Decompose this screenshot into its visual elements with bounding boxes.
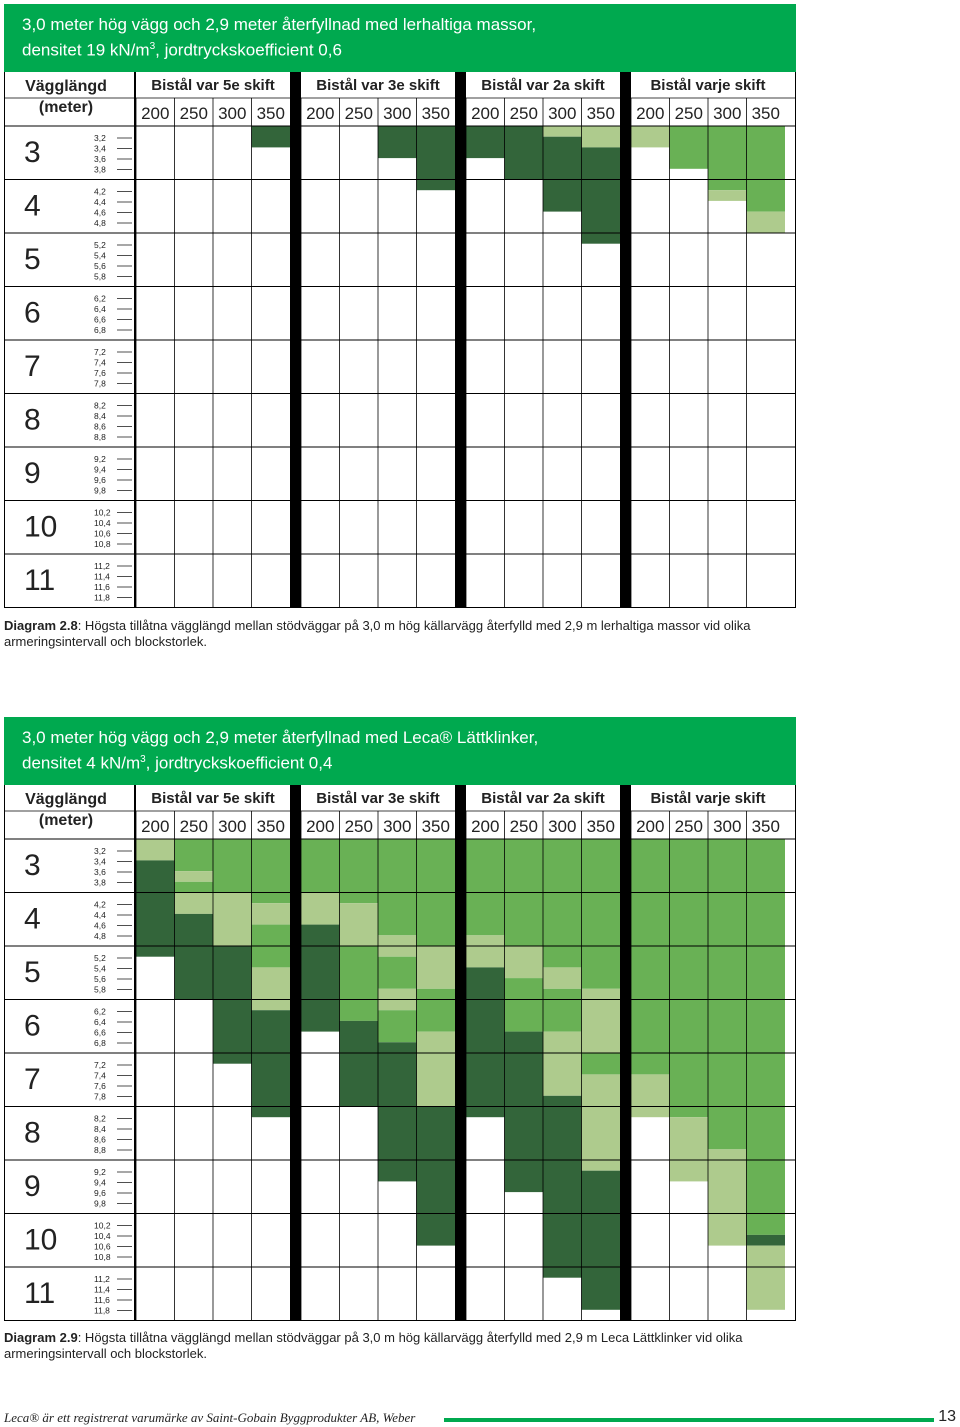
bar-segment-col3-0 (252, 839, 291, 903)
bar-segment-col0-1 (136, 860, 175, 956)
bar-segment-col14-0 (708, 839, 747, 1149)
diagram-2-8-chart (4, 72, 796, 612)
sub-tick-label: 11,4 (94, 571, 110, 582)
bar-segment-col15-1 (747, 212, 786, 233)
block-size-label: 250 (344, 817, 373, 836)
sub-tick-label: 4,2 (94, 186, 106, 197)
wall-length-label-10: 10 (24, 510, 58, 544)
bar-segment-col10-4 (543, 1096, 582, 1278)
bar-segment-col11-1 (582, 989, 621, 1053)
block-size-label: 200 (306, 104, 335, 123)
bar-segment-col4-2 (301, 925, 340, 1032)
block-size-label: 350 (751, 104, 780, 123)
block-size-label: 250 (179, 104, 208, 123)
block-size-label: 300 (383, 817, 412, 836)
sub-tick-label: 7,4 (94, 357, 106, 368)
bar-segment-col6-2 (378, 957, 417, 989)
row-header-line1: Vägglängd (25, 791, 107, 808)
sub-tick-label: 6,2 (94, 1006, 106, 1017)
bar-segment-col10-1 (543, 967, 582, 988)
block-size-label: 200 (471, 817, 500, 836)
wall-length-label-4: 4 (24, 189, 41, 223)
sub-tick-label: 10,2 (94, 1220, 111, 1231)
footer-rule (444, 1418, 934, 1422)
sub-tick-label: 5,2 (94, 953, 106, 963)
bar-segment-col10-2 (543, 989, 582, 1032)
bar-segment-col12-0 (631, 839, 670, 1074)
bar-segment-col5-3 (340, 1021, 379, 1107)
sub-tick-label: 8,2 (94, 1113, 106, 1124)
sub-tick-label: 7,2 (94, 347, 106, 357)
bar-segment-col5-2 (340, 946, 379, 1021)
wall-length-label-11: 11 (24, 1277, 56, 1310)
block-size-label: 250 (509, 817, 538, 836)
sub-tick-label: 3,8 (94, 877, 106, 888)
sub-tick-label: 9,6 (94, 1188, 106, 1198)
diagram-2-8-title-line2: densitet 19 $kN/m^3$, jordtryckskoefficient 0,6 (22, 40, 342, 60)
sub-tick-label: 9,8 (94, 485, 106, 496)
page-footer (4, 1410, 960, 1427)
sub-tick-label: 9,6 (94, 475, 106, 485)
diagram-2-9-banner (4, 717, 796, 785)
bar-segment-col4-1 (301, 893, 340, 925)
sub-tick-label: 7,6 (94, 1081, 106, 1091)
block-size-label: 300 (548, 817, 577, 836)
bar-segment-col8-0 (466, 126, 505, 158)
sub-tick-label: 10,6 (94, 528, 111, 539)
block-size-label: 300 (218, 104, 247, 123)
sub-tick-label: 9,8 (94, 1198, 106, 1209)
group-separator (620, 785, 631, 1321)
sub-tick-label: 11,2 (94, 1274, 110, 1284)
group-header-0: Bistål var 5e skift (151, 790, 275, 807)
diagram-2-9-caption (4, 1330, 796, 1362)
sub-tick-label: 11,8 (94, 1305, 110, 1316)
sub-tick-label: 10,8 (94, 1252, 111, 1262)
bar-segment-col11-0 (582, 839, 621, 989)
axis-separator (134, 72, 136, 608)
sub-tick-label: 4,2 (94, 899, 106, 910)
bar-segment-col8-0 (466, 839, 505, 935)
bar-segment-col4-0 (301, 839, 340, 893)
diagram-2-8-caption (4, 618, 796, 650)
bar-segment-col6-4 (378, 1010, 417, 1042)
block-size-label: 200 (306, 817, 335, 836)
wall-length-label-9: 9 (24, 457, 41, 490)
wall-length-label-8: 8 (24, 403, 41, 437)
sub-tick-label: 3,2 (94, 133, 106, 143)
bar-segment-col11-4 (582, 1171, 621, 1310)
bar-segment-col1-0 (175, 839, 214, 871)
sub-tick-label: 11,6 (94, 582, 110, 592)
bar-segment-col12-1 (631, 1074, 670, 1117)
bar-segment-col2-2 (213, 946, 252, 1064)
group-separator (620, 72, 631, 608)
block-size-label: 200 (636, 104, 665, 123)
sub-tick-label: 9,4 (94, 464, 106, 475)
bar-segment-col10-3 (543, 1032, 582, 1096)
bar-segment-col14-1 (708, 1149, 747, 1245)
bar-segment-col15-2 (747, 1246, 786, 1310)
sub-tick-label: 10,4 (94, 518, 111, 528)
sub-tick-label: 5,4 (94, 963, 106, 974)
group-header-2: Bistål var 2a skift (481, 77, 605, 94)
sub-tick-label: 3,6 (94, 154, 106, 164)
block-size-label: 200 (141, 817, 170, 836)
sub-tick-label: 7,2 (94, 1060, 106, 1070)
group-separator (290, 785, 301, 1321)
sub-tick-label: 6,2 (94, 293, 106, 304)
bar-segment-col5-0 (340, 839, 379, 903)
footer-trademark-note: Leca® är ett registrerat varumärke av Saint-Gobain Byggprodukter AB, Weber (4, 1410, 416, 1425)
sub-tick-label: 8,2 (94, 400, 106, 411)
wall-length-label-9: 9 (24, 1170, 41, 1203)
sub-tick-label: 6,6 (94, 1027, 106, 1038)
group-header-1: Bistål var 3e skift (316, 790, 440, 807)
group-header-0: Bistål var 5e skift (151, 77, 275, 94)
bar-segment-col9-1 (505, 946, 544, 978)
bar-segment-col1-2 (175, 882, 214, 893)
sub-tick-label: 4,4 (94, 197, 106, 207)
bar-segment-col2-1 (213, 893, 252, 947)
block-size-label: 300 (383, 104, 412, 123)
block-size-label: 200 (471, 104, 500, 123)
sub-tick-label: 5,2 (94, 240, 106, 250)
bar-segment-col15-0 (747, 839, 786, 1235)
diagram-2-9-chart (4, 785, 796, 1325)
sub-tick-label: 11,6 (94, 1295, 110, 1305)
bar-segment-col7-4 (417, 1107, 456, 1246)
wall-length-label-10: 10 (24, 1223, 58, 1257)
bar-segment-col3-4 (252, 1010, 291, 1117)
diagram-2-9-title-line2: densitet 4 $kN/m^3$, jordtryckskoefficient 0,4 (22, 753, 333, 773)
bar-segment-col1-3 (175, 893, 214, 914)
sub-tick-label: 6,6 (94, 314, 106, 325)
bar-segment-col11-0 (582, 126, 621, 147)
bar-segment-col14-0 (708, 126, 747, 190)
sub-tick-label: 10,6 (94, 1241, 111, 1252)
diagram-2-8-caption-text: : Högsta tillåtna vägglängd mellan stödväggar på 3,0 m hög källarvägg återfylld med 2,9 m lerhaltiga massor vid olika armeringsintervall och blockstorlek. (4, 618, 751, 649)
bar-segment-col9-0 (505, 126, 544, 180)
block-size-label: 350 (421, 104, 450, 123)
sub-tick-label: 5,6 (94, 261, 106, 271)
bar-segment-col3-3 (252, 967, 291, 1010)
sub-tick-label: 7,8 (94, 378, 106, 389)
row-header-line2: (meter) (38, 812, 94, 829)
sub-tick-label: 6,8 (94, 1038, 106, 1048)
diagram-2-9-title-line1: 3,0 meter hög vägg och 2,9 meter återfyllnad med Leca® Lättklinker, (22, 728, 539, 747)
sub-tick-label: 7,8 (94, 1091, 106, 1102)
page-number: 13 (938, 1408, 956, 1425)
sub-tick-label: 11,8 (94, 592, 110, 603)
bar-segment-col9-3 (505, 1032, 544, 1193)
bar-segment-col15-0 (747, 126, 786, 212)
sub-tick-label: 4,8 (94, 218, 106, 228)
sub-tick-label: 4,6 (94, 920, 106, 931)
bar-segment-col1-4 (175, 914, 214, 1000)
wall-length-label-5: 5 (24, 243, 41, 276)
bar-segment-col7-0 (417, 126, 456, 190)
bar-segment-col10-1 (543, 137, 582, 212)
sub-tick-label: 3,6 (94, 867, 106, 877)
bar-segment-col10-0 (543, 839, 582, 967)
wall-length-label-3: 3 (24, 849, 41, 882)
sub-tick-label: 9,2 (94, 1167, 106, 1177)
wall-length-label-7: 7 (24, 350, 41, 383)
wall-length-label-8: 8 (24, 1116, 41, 1150)
block-size-label: 200 (141, 104, 170, 123)
block-size-label: 350 (751, 817, 780, 836)
bar-segment-col11-2 (582, 1053, 621, 1074)
bar-segment-col7-3 (417, 1032, 456, 1107)
wall-length-label-6: 6 (24, 296, 41, 330)
bar-segment-col3-1 (252, 903, 291, 924)
sub-tick-label: 8,4 (94, 1124, 106, 1134)
bar-segment-col2-0 (213, 839, 252, 893)
bar-segment-col6-5 (378, 1042, 417, 1181)
bar-segment-col15-1 (747, 1235, 786, 1246)
group-header-1: Bistål var 3e skift (316, 77, 440, 94)
block-size-label: 350 (256, 104, 285, 123)
sub-tick-label: 3,2 (94, 846, 106, 856)
sub-tick-label: 4,6 (94, 207, 106, 218)
bar-segment-col8-1 (466, 935, 505, 967)
sub-tick-label: 9,4 (94, 1177, 106, 1188)
wall-length-label-3: 3 (24, 136, 41, 169)
sub-tick-label: 11,2 (94, 561, 110, 571)
block-size-label: 250 (344, 104, 373, 123)
wall-length-label-4: 4 (24, 902, 41, 936)
sub-tick-label: 6,8 (94, 325, 106, 335)
sub-tick-label: 11,4 (94, 1284, 110, 1295)
wall-length-label-11: 11 (24, 564, 56, 597)
diagram-2-9-caption-label: Diagram 2.9 (4, 1330, 78, 1345)
axis-separator (134, 785, 136, 1321)
block-size-label: 300 (218, 817, 247, 836)
row-header-line1: Vägglängd (25, 78, 107, 95)
bar-segment-col13-0 (670, 126, 709, 169)
group-separator (290, 72, 301, 608)
group-header-2: Bistål var 2a skift (481, 790, 605, 807)
sub-tick-label: 10,8 (94, 539, 111, 549)
sub-tick-label: 6,4 (94, 304, 106, 314)
bar-segment-col6-0 (378, 126, 417, 158)
sub-tick-label: 5,8 (94, 271, 106, 282)
diagram-2-8-caption-label: Diagram 2.8 (4, 618, 78, 633)
bar-segment-col0-0 (136, 839, 175, 860)
sub-tick-label: 10,4 (94, 1231, 111, 1241)
block-size-label: 250 (179, 817, 208, 836)
bar-segment-col6-0 (378, 839, 417, 935)
sub-tick-label: 6,4 (94, 1017, 106, 1027)
wall-length-label-7: 7 (24, 1063, 41, 1096)
bar-segment-col11-3 (582, 1074, 621, 1170)
bar-segment-col11-1 (582, 147, 621, 243)
sub-tick-label: 8,6 (94, 1134, 106, 1145)
diagram-2-9-caption-text: : Högsta tillåtna vägglängd mellan stödväggar på 3,0 m hög källarvägg återfylld med 2,9 m Leca Lättklinker vid olika armeringsintervall och blockstorlek. (4, 1330, 743, 1361)
sub-tick-label: 4,8 (94, 931, 106, 941)
sub-tick-label: 3,4 (94, 856, 106, 867)
block-size-label: 200 (636, 817, 665, 836)
sub-tick-label: 9,2 (94, 454, 106, 464)
sub-tick-label: 7,6 (94, 368, 106, 378)
group-header-3: Bistål varje skift (650, 790, 766, 807)
group-separator (455, 785, 466, 1321)
block-size-label: 250 (509, 104, 538, 123)
diagram-2-8-banner (4, 4, 796, 72)
bar-segment-col1-1 (175, 871, 214, 882)
bar-segment-col12-0 (631, 126, 670, 147)
block-size-label: 250 (674, 817, 703, 836)
sub-tick-label: 3,8 (94, 164, 106, 175)
sub-tick-label: 8,8 (94, 1145, 106, 1155)
block-size-label: 350 (586, 104, 615, 123)
wall-length-label-5: 5 (24, 956, 41, 989)
sub-tick-label: 8,8 (94, 432, 106, 442)
sub-tick-label: 8,4 (94, 411, 106, 421)
row-header-line2: (meter) (38, 99, 94, 116)
block-size-label: 350 (256, 817, 285, 836)
bar-segment-col8-2 (466, 967, 505, 1117)
wall-length-label-6: 6 (24, 1009, 41, 1043)
block-size-label: 250 (674, 104, 703, 123)
sub-tick-label: 5,8 (94, 984, 106, 995)
bar-segment-col7-2 (417, 989, 456, 1032)
block-size-label: 350 (421, 817, 450, 836)
sub-tick-label: 4,4 (94, 910, 106, 920)
bar-segment-col10-0 (543, 126, 582, 137)
bar-segment-col3-0 (252, 126, 291, 147)
bar-segment-col13-0 (670, 839, 709, 1117)
sub-tick-label: 3,4 (94, 143, 106, 154)
bar-segment-col14-1 (708, 190, 747, 201)
group-separator (455, 72, 466, 608)
bar-segment-col7-1 (417, 946, 456, 989)
group-header-3: Bistål varje skift (650, 77, 766, 94)
block-size-label: 350 (586, 817, 615, 836)
block-size-label: 300 (713, 817, 742, 836)
sub-tick-label: 8,6 (94, 421, 106, 432)
block-size-label: 300 (548, 104, 577, 123)
sub-tick-label: 10,2 (94, 507, 111, 518)
bar-segment-col13-1 (670, 1117, 709, 1181)
bar-segment-col5-1 (340, 903, 379, 946)
sub-tick-label: 5,4 (94, 250, 106, 261)
bar-segment-col9-2 (505, 978, 544, 1032)
diagram-2-8-title-line1: 3,0 meter hög vägg och 2,9 meter återfyllnad med lerhaltiga massor, (22, 15, 537, 34)
sub-tick-label: 5,6 (94, 974, 106, 984)
block-size-label: 300 (713, 104, 742, 123)
sub-tick-label: 7,4 (94, 1070, 106, 1081)
